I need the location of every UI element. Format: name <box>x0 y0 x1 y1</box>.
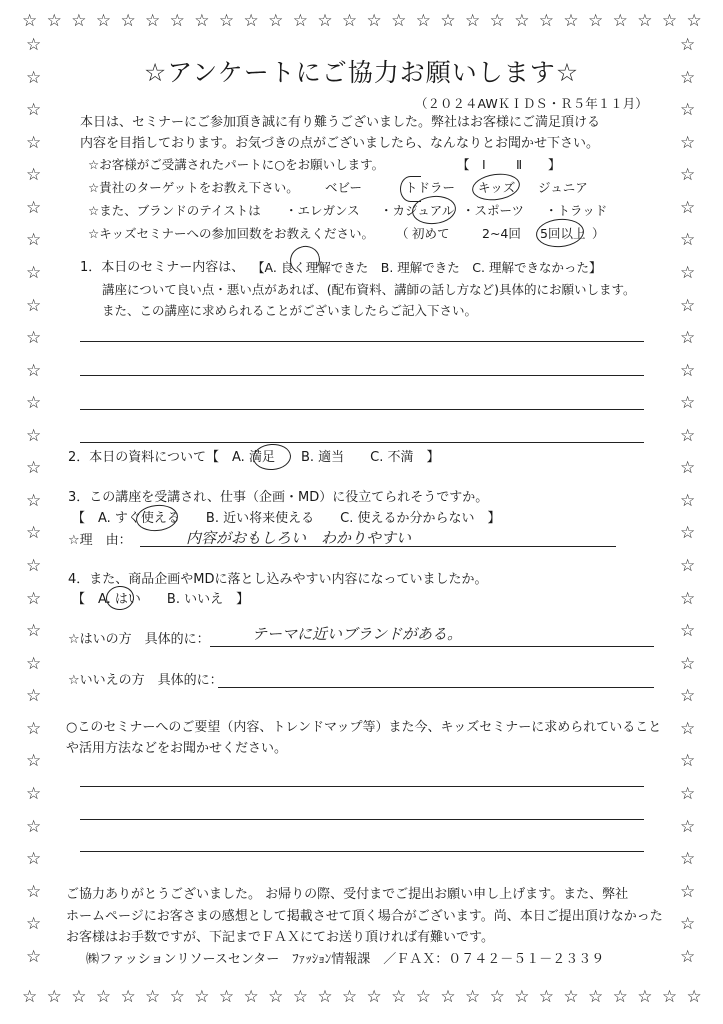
border-star-icon: ☆ <box>26 165 42 186</box>
border-star-icon: ☆ <box>680 881 696 902</box>
border-star-icon: ☆ <box>563 11 579 31</box>
border-star-icon: ☆ <box>22 11 38 31</box>
border-star-icon: ☆ <box>391 11 407 31</box>
footer-company-fax: ㈱ファッションリソースセンター ﾌｧｯｼｮﾝ情報課 ／ＦＡＸ：０７４２－５１－２３３９ <box>86 952 605 967</box>
border-star-icon: ☆ <box>120 987 136 1007</box>
border-star-icon: ☆ <box>268 987 284 1007</box>
border-star-icon: ☆ <box>26 751 42 772</box>
border-star-icon: ☆ <box>26 100 42 121</box>
border-star-icon: ☆ <box>46 987 62 1007</box>
border-star-icon: ☆ <box>538 11 555 31</box>
border-star-icon: ☆ <box>46 11 62 31</box>
q3-options[interactable]: 【 A. すぐ使える B. 近い将来使える C. 使えるか分からない 】 <box>72 511 501 526</box>
border-star-icon: ☆ <box>680 621 696 642</box>
footer-line-1: ご協力ありがとうございました。 お帰りの際、受付までご提出お願い申し上げます。また、弊社 <box>66 887 629 902</box>
border-star-icon: ☆ <box>26 197 42 218</box>
border-star-icon: ☆ <box>169 987 185 1007</box>
border-star-icon: ☆ <box>194 11 210 31</box>
border-star-icon: ☆ <box>26 328 42 349</box>
count-paren-open: （ <box>396 226 409 241</box>
border-star-icon: ☆ <box>680 393 696 414</box>
q2-question[interactable]: 2．本日の資料について【 A. 満足 B. 適当 C. 不満 】 <box>68 450 440 465</box>
border-star-icon: ☆ <box>243 987 259 1007</box>
border-star-icon: ☆ <box>680 295 696 316</box>
border-star-icon: ☆ <box>680 490 696 511</box>
q3-reason-line[interactable] <box>140 546 616 547</box>
border-star-icon: ☆ <box>26 621 42 642</box>
border-star-icon: ☆ <box>95 987 112 1007</box>
border-star-icon: ☆ <box>26 686 42 707</box>
request-answer-line-3[interactable] <box>80 851 644 852</box>
intro-line-1: 本日は、セミナーにご参加頂き誠に有り難うございました。弊社はお客様にご満足頂ける <box>80 115 601 130</box>
target-option-baby[interactable]: ベビー <box>325 180 363 195</box>
border-star-icon: ☆ <box>26 556 42 576</box>
border-star-icon: ☆ <box>26 849 42 870</box>
border-star-icon: ☆ <box>366 11 382 31</box>
border-star-icon: ☆ <box>514 11 530 31</box>
border-star-icon: ☆ <box>680 230 696 251</box>
q2-answer-mark <box>252 443 292 472</box>
border-star-icon: ☆ <box>489 987 505 1007</box>
q1-prefix: 1．本日のセミナー内容は、 <box>80 260 245 275</box>
q1-request-line: また、この講座に求められることがございましたらご記入下さい。 <box>102 303 478 318</box>
border-star-icon: ☆ <box>415 11 431 31</box>
border-star-icon: ☆ <box>680 523 696 544</box>
survey-title: ☆アンケートにご協力お願いします☆ <box>143 58 580 87</box>
border-star-icon: ☆ <box>26 914 42 935</box>
request-answer-line-1[interactable] <box>80 786 644 787</box>
count-paren-close: ） <box>592 226 605 241</box>
border-star-icon: ☆ <box>563 987 579 1007</box>
border-star-icon: ☆ <box>680 588 696 609</box>
border-star-icon: ☆ <box>317 987 333 1007</box>
q1-options[interactable]: 【A. 良く理解できた B. 理解できた C. 理解できなかった】 <box>252 260 602 275</box>
border-star-icon: ☆ <box>26 295 42 316</box>
border-star-icon: ☆ <box>661 11 678 31</box>
border-star-icon: ☆ <box>194 987 210 1007</box>
border-star-icon: ☆ <box>637 987 653 1007</box>
border-star-icon: ☆ <box>26 425 42 446</box>
border-star-icon: ☆ <box>440 987 456 1007</box>
q4-question: 4．また、商品企画やMDに落とし込みやすい内容になっていましたか。 <box>68 572 488 587</box>
border-star-icon: ☆ <box>680 328 696 349</box>
count-option-first[interactable]: 初めて <box>412 226 450 241</box>
border-star-icon: ☆ <box>680 197 696 218</box>
q1-answer-line-1[interactable] <box>80 341 644 342</box>
border-star-icon: ☆ <box>26 523 42 544</box>
q1-answer-line-4[interactable] <box>80 442 644 443</box>
part-bracket-close: 】 <box>548 157 561 172</box>
q3-question: 3．この講座を受講され、仕事（企画・MD）に役立てられそうですか。 <box>68 490 489 505</box>
q3-reason-handwriting: 内容がおもしろい わかりやすい <box>186 529 412 547</box>
request-line-1: ○このセミナーへのご要望（内容、トレンドマップ等）また今、キッズセミナーに求められていること <box>66 720 662 735</box>
border-star-icon: ☆ <box>26 360 42 381</box>
border-star-icon: ☆ <box>588 11 604 31</box>
part-bracket-open: 【 <box>457 157 470 172</box>
border-star-icon: ☆ <box>415 987 431 1007</box>
border-star-icon: ☆ <box>680 653 696 674</box>
border-star-icon: ☆ <box>514 987 530 1007</box>
target-option-toddler[interactable]: トドラー <box>405 180 456 195</box>
q4-no-label: ☆いいえの方 具体的に： <box>68 673 223 688</box>
border-star-icon: ☆ <box>680 165 696 186</box>
taste-option-elegance[interactable]: ・エレガンス <box>285 203 360 218</box>
border-top-stars <box>22 12 702 30</box>
q3-reason-label: ☆理 由： <box>68 533 132 548</box>
border-star-icon: ☆ <box>218 987 235 1007</box>
count-option-5plus[interactable]: 5回以上 <box>540 226 586 241</box>
border-star-icon: ☆ <box>686 11 702 31</box>
target-option-junior[interactable]: ジュニア <box>538 180 588 195</box>
footer-line-2: ホームページにお客さまの感想として掲載させて頂く場合がございます。尚、本日ご提出頂けなかった <box>66 909 663 924</box>
border-star-icon: ☆ <box>71 987 87 1007</box>
border-star-icon: ☆ <box>680 946 696 967</box>
border-star-icon: ☆ <box>680 783 696 804</box>
border-star-icon: ☆ <box>391 987 407 1007</box>
target-option-kids[interactable]: キッズ <box>478 180 516 195</box>
border-star-icon: ☆ <box>26 490 42 511</box>
border-star-icon: ☆ <box>26 588 42 609</box>
border-star-icon: ☆ <box>26 946 42 967</box>
border-left-stars <box>26 36 44 966</box>
q4-yes-label: ☆はいの方 具体的に： <box>68 632 210 647</box>
border-star-icon: ☆ <box>95 11 112 31</box>
q4-options[interactable]: 【 A. はい B. いいえ 】 <box>72 592 250 607</box>
border-star-icon: ☆ <box>680 132 696 153</box>
request-answer-line-2[interactable] <box>80 819 644 820</box>
border-star-icon: ☆ <box>440 11 456 31</box>
kids-circle-mark <box>470 171 521 203</box>
part-option-1[interactable]: Ⅰ <box>482 157 486 172</box>
border-star-icon: ☆ <box>292 11 308 31</box>
q1-detail-line: 講座について良い点・悪い点があれば、(配布資料、講師の話し方など)具体的にお願いします。 <box>102 282 636 297</box>
border-star-icon: ☆ <box>538 987 555 1007</box>
border-star-icon: ☆ <box>26 132 42 153</box>
border-star-icon: ☆ <box>26 881 42 902</box>
border-star-icon: ☆ <box>680 262 696 283</box>
request-line-2: や活用方法などをお聞かせください。 <box>66 741 288 756</box>
border-star-icon: ☆ <box>26 230 42 251</box>
border-star-icon: ☆ <box>26 67 42 88</box>
border-star-icon: ☆ <box>680 425 696 446</box>
border-star-icon: ☆ <box>243 11 259 31</box>
border-star-icon: ☆ <box>686 987 702 1007</box>
border-star-icon: ☆ <box>588 987 604 1007</box>
border-star-icon: ☆ <box>612 987 628 1007</box>
border-star-icon: ☆ <box>489 11 505 31</box>
q1-answer-line-2[interactable] <box>80 375 644 376</box>
border-star-icon: ☆ <box>464 987 481 1007</box>
q4-yes-handwriting: テーマに近いブランドがある。 <box>252 625 463 643</box>
taste-option-casual[interactable]: ・カジュアル <box>380 203 455 218</box>
border-star-icon: ☆ <box>366 987 382 1007</box>
border-right-stars <box>680 36 698 966</box>
border-star-icon: ☆ <box>680 849 696 870</box>
border-bottom-stars <box>22 988 702 1006</box>
border-star-icon: ☆ <box>341 11 358 31</box>
border-star-icon: ☆ <box>612 11 628 31</box>
q3-answer-mark <box>135 503 179 533</box>
border-star-icon: ☆ <box>680 458 696 479</box>
issue-label: （２０２４AWＫＩＤＳ・Ｒ５年１１月） <box>415 96 648 111</box>
border-star-icon: ☆ <box>26 35 42 55</box>
intro-line-2: 内容を目指しております。お気づきの点がございましたら、なんなりとお聞かせ下さい。 <box>80 136 599 151</box>
border-star-icon: ☆ <box>680 100 696 121</box>
border-star-icon: ☆ <box>680 751 696 772</box>
border-star-icon: ☆ <box>120 11 136 31</box>
part-question: ☆お客様がご受講されたパートに○をお願いします。 <box>88 157 385 172</box>
part-option-2[interactable]: Ⅱ <box>516 157 523 172</box>
border-star-icon: ☆ <box>71 11 87 31</box>
border-star-icon: ☆ <box>464 11 481 31</box>
taste-option-trad[interactable]: ・トラッド <box>545 203 608 218</box>
border-star-icon: ☆ <box>341 987 358 1007</box>
footer-line-3: お客様はお手数ですが、下記までＦＡＸにてお送り頂ければ有難いです。 <box>66 930 494 945</box>
target-question: ☆貴社のターゲットをお教え下さい。 <box>88 180 299 195</box>
border-star-icon: ☆ <box>680 686 696 707</box>
q4-no-line[interactable] <box>218 687 654 688</box>
border-star-icon: ☆ <box>145 987 161 1007</box>
count-question: ☆キッズセミナーへの参加回数をお教えください。 <box>88 226 374 241</box>
border-star-icon: ☆ <box>26 458 42 479</box>
border-star-icon: ☆ <box>680 67 696 88</box>
border-star-icon: ☆ <box>26 816 42 837</box>
border-star-icon: ☆ <box>26 393 42 414</box>
border-star-icon: ☆ <box>145 11 161 31</box>
border-star-icon: ☆ <box>26 262 42 283</box>
border-star-icon: ☆ <box>22 987 38 1007</box>
border-star-icon: ☆ <box>661 987 678 1007</box>
taste-question: ☆また、ブランドのテイストは <box>88 203 261 218</box>
border-star-icon: ☆ <box>169 11 185 31</box>
border-star-icon: ☆ <box>680 914 696 935</box>
border-star-icon: ☆ <box>268 11 284 31</box>
5plus-circle-mark <box>535 217 585 249</box>
border-star-icon: ☆ <box>680 816 696 837</box>
taste-option-sports[interactable]: ・スポーツ <box>462 203 525 218</box>
border-star-icon: ☆ <box>317 11 333 31</box>
border-star-icon: ☆ <box>680 35 696 55</box>
toddler-partial-mark <box>400 176 421 202</box>
q1-answer-line-3[interactable] <box>80 409 644 410</box>
border-star-icon: ☆ <box>218 11 235 31</box>
border-star-icon: ☆ <box>26 653 42 674</box>
border-star-icon: ☆ <box>680 718 696 739</box>
border-star-icon: ☆ <box>637 11 653 31</box>
border-star-icon: ☆ <box>26 783 42 804</box>
border-star-icon: ☆ <box>26 718 42 739</box>
border-star-icon: ☆ <box>680 360 696 381</box>
count-option-2-4[interactable]: 2~4回 <box>482 226 521 241</box>
q4-yes-line[interactable] <box>210 646 654 647</box>
border-star-icon: ☆ <box>680 556 696 576</box>
border-star-icon: ☆ <box>292 987 308 1007</box>
